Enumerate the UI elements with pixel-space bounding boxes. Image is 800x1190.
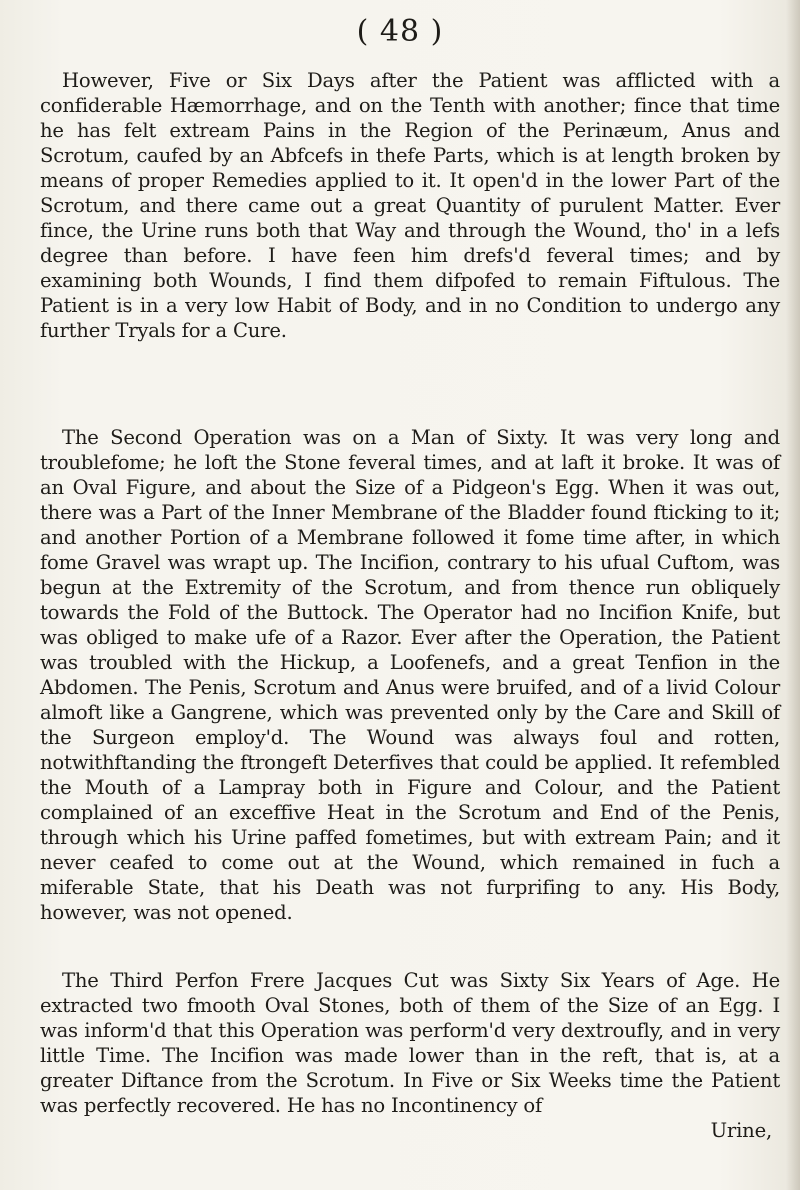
- catchword: Urine,: [710, 1119, 772, 1142]
- page-number: ( 48 ): [356, 14, 444, 49]
- paragraph-1: [40, 68, 780, 343]
- paragraph-text: However, Five or Six Days after the Patient was afflicted with a confiderable Hæmorrhage, and on the Tenth with another; fince that time he has felt extream Pains in the Region of the Perinæum, Anus and Scrotum, caufed by an Abfcefs in thefe Parts, which is at length broken by means of proper Remedies applied to it. It open'd in the lower Part of the Scrotum, and there came out a great Quantity of purulent Matter. Ever fince, the Urine runs both that Way and through the Wound, tho' in a lefs degree than before. I have feen him drefs'd feveral times; and by examining both Wounds, I find them difpofed to remain Fiftulous. The Patient is in a very low Habit of Body, and in no Condition to undergo any further Tryals for a Cure.: [40, 69, 780, 342]
- paragraph-text: The Third Perfon Frere Jacques Cut was Sixty Six Years of Age. He extracted two fmooth Oval Stones, both of them of the Size of an Egg. I was inform'd that this Operation was perform'd very dextroufly, and in very little Time. The Incifion was made lower than in the reft, that is, at a greater Diftance from the Scrotum. In Five or Six Weeks time the Patient was perfectly recovered. He has no Incontinency of: [40, 969, 780, 1117]
- paragraph-text: The Second Operation was on a Man of Sixty. It was very long and troublefome; he loft the Stone feveral times, and at laft it broke. It was of an Oval Figure, and about the Size of a Pidgeon's Egg. When it was out, there was a Part of the Inner Membrane of the Bladder found fticking to it; and another Portion of a Membrane followed it fome time after, in which fome Gravel was wrapt up. The Incifion, contrary to his ufual Cuftom, was begun at the Extremity of the Scrotum, and from thence run obliquely towards the Fold of the Buttock. The Operator had no Incifion Knife, but was obliged to make ufe of a Razor. Ever after the Operation, the Patient was troubled with the Hickup, a Loofenefs, and a great Tenfion in the Abdomen. The Penis, Scrotum and Anus were bruifed, and of a livid Colour almoft like a Gangrene, which was prevented only by the Care and Skill of the Surgeon employ'd. The Wound was always foul and rotten, notwithftanding the ftrongeft Deterfives that could be applied. It refembled the Mouth of a Lampray both in Figure and Colour, and the Patient complained of an exceffive Heat in the Scrotum and End of the Penis, through which his Urine paffed fometimes, but with extream Pain; and it never ceafed to come out at the Wound, which remained in fuch a miferable State, that his Death was not furprifing to any. His Body, however, was not opened.: [40, 426, 780, 924]
- paragraph-3: [40, 968, 780, 1143]
- page-edge-shadow: [786, 0, 800, 1190]
- paragraph-2: [40, 425, 780, 925]
